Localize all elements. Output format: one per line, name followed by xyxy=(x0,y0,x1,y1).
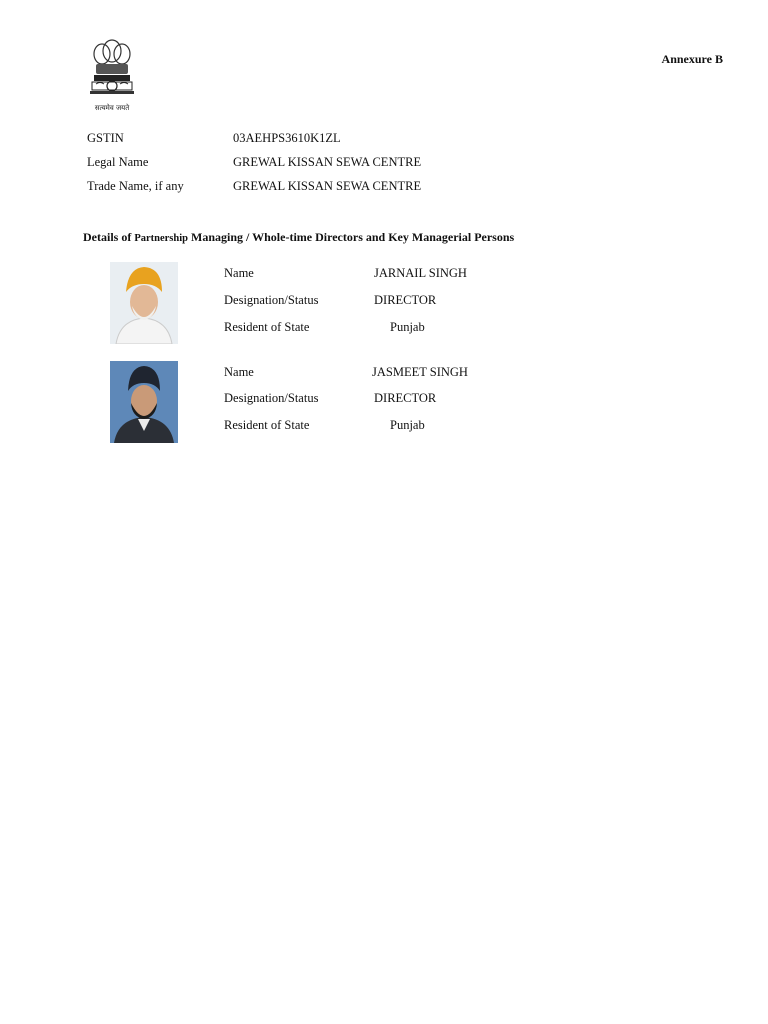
person-state-label: Resident of State xyxy=(224,320,310,334)
person-state: Punjab xyxy=(390,320,425,334)
trade-name-label: Trade Name, if any xyxy=(87,179,184,193)
person-photo xyxy=(110,361,178,443)
person-photo xyxy=(110,262,178,344)
person-designation-label: Designation/Status xyxy=(224,391,319,405)
heading-rest: Managing / Whole-time Directors and Key Managerial Persons xyxy=(188,230,515,244)
person-name: JARNAIL SINGH xyxy=(374,266,467,280)
heading-small: Partnership xyxy=(134,233,188,244)
person-name: JASMEET SINGH xyxy=(372,365,468,379)
person-designation: DIRECTOR xyxy=(374,391,437,405)
gstin-value: 03AEHPS3610K1ZL xyxy=(233,131,341,145)
heading-prefix: Details of xyxy=(83,230,135,244)
national-emblem xyxy=(84,38,140,120)
national-emblem-icon xyxy=(84,38,140,104)
person-state: Punjab xyxy=(390,418,425,432)
trade-name-value: GREWAL KISSAN SEWA CENTRE xyxy=(233,179,422,193)
person-designation: DIRECTOR xyxy=(374,293,437,307)
annexure-label: Annexure B xyxy=(661,52,723,66)
person-name-label: Name xyxy=(224,266,254,280)
emblem-motto: सत्यमेव जयते xyxy=(94,104,130,112)
legal-name-value: GREWAL KISSAN SEWA CENTRE xyxy=(233,155,422,169)
person-name-label: Name xyxy=(224,365,254,379)
person-designation-label: Designation/Status xyxy=(224,293,319,307)
person-state-label: Resident of State xyxy=(224,418,310,432)
section-heading xyxy=(83,230,514,245)
legal-name-label: Legal Name xyxy=(87,155,149,169)
gstin-label: GSTIN xyxy=(87,131,124,145)
